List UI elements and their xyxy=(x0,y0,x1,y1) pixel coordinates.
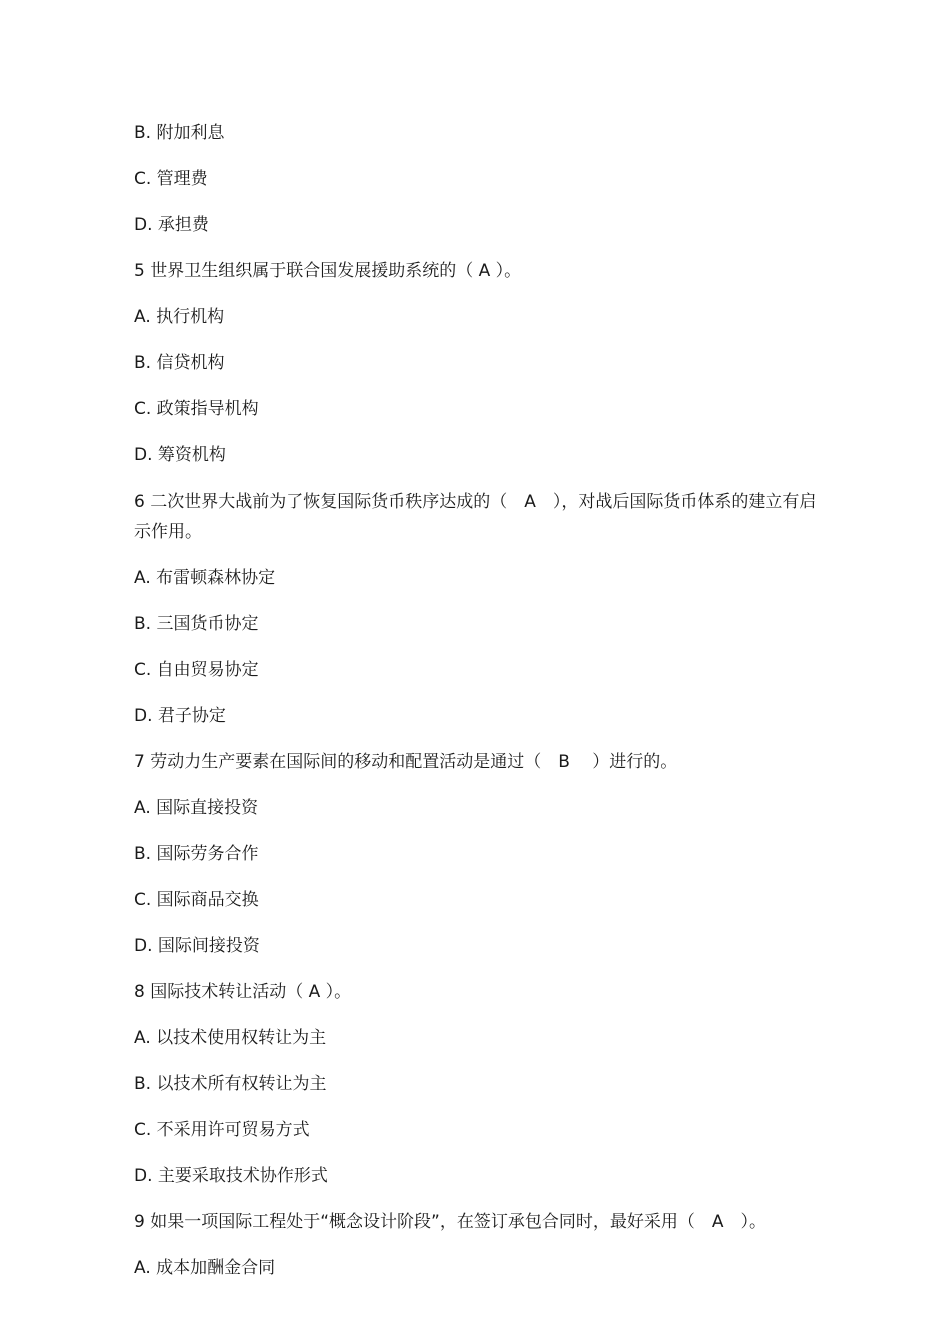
question-5: 5 世界卫生组织属于联合国发展援助系统的（ A ）。 xyxy=(134,261,522,281)
option-5a: A. 执行机构 xyxy=(134,307,225,327)
question-6: 6 二次世界大战前为了恢复国际货币秩序达成的（ A ），对战后国际货币体系的建立有启示作用。 xyxy=(134,492,817,542)
option-8b: B. 以技术所有权转让为主 xyxy=(134,1074,327,1094)
option-6c: C. 自由贸易协定 xyxy=(134,660,259,680)
question-9: 9 如果一项国际工程处于“概念设计阶段”，在签订承包合同时，最好采用（ A ）。 xyxy=(134,1212,766,1232)
option-7c: C. 国际商品交换 xyxy=(134,890,259,910)
option-6a: A. 布雷顿森林协定 xyxy=(134,568,276,588)
option-8d: D. 主要采取技术协作形式 xyxy=(134,1166,328,1186)
option-4b: B. 附加利息 xyxy=(134,123,225,143)
option-7a: A. 国际直接投资 xyxy=(134,798,259,818)
option-6d: D. 君子协定 xyxy=(134,706,226,726)
option-6b: B. 三国货币协定 xyxy=(134,614,259,634)
question-7: 7 劳动力生产要素在国际间的移动和配置活动是通过（ B ）进行的。 xyxy=(134,752,678,772)
option-5b: B. 信贷机构 xyxy=(134,353,225,373)
option-9a: A. 成本加酬金合同 xyxy=(134,1258,276,1278)
option-5c: C. 政策指导机构 xyxy=(134,399,259,419)
option-7b: B. 国际劳务合作 xyxy=(134,844,259,864)
option-5d: D. 筹资机构 xyxy=(134,445,226,465)
option-8c: C. 不采用许可贸易方式 xyxy=(134,1120,310,1140)
option-4c: C. 管理费 xyxy=(134,169,208,189)
option-4d: D. 承担费 xyxy=(134,215,209,235)
option-8a: A. 以技术使用权转让为主 xyxy=(134,1028,327,1048)
question-8: 8 国际技术转让活动（ A ）。 xyxy=(134,982,352,1002)
option-7d: D. 国际间接投资 xyxy=(134,936,260,956)
